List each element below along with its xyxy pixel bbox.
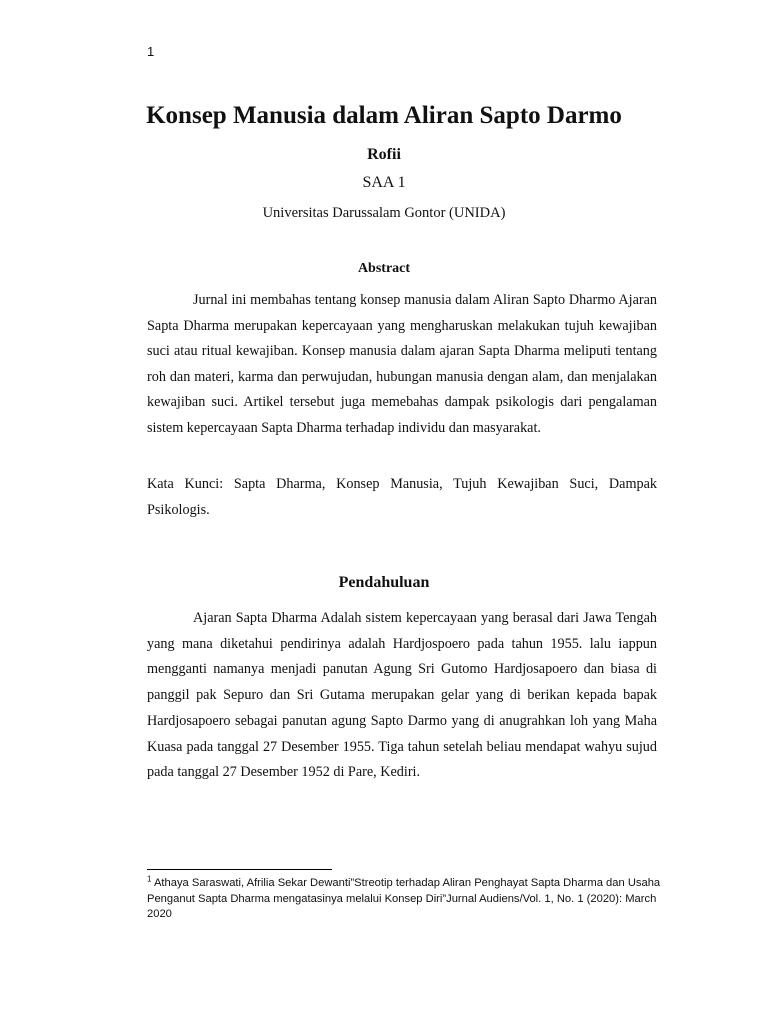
author-name: Rofii [367,146,401,163]
section-heading-introduction: Pendahuluan [338,574,430,591]
footnote-marker: 1 [147,874,152,884]
keywords: Kata Kunci: Sapta Dharma, Konsep Manusia, Tujuh Kewajiban Suci, Dampak Psikologis. [147,476,657,518]
abstract-paragraph: Jurnal ini membahas tentang konsep manusia dalam Aliran Sapto Dharmo Ajaran Sapta Dharma merupakan kepercayaan yang mengharuskan melakukan tujuh kewajiban suci atau ritual kewajiban. Konsep manusia dalam ajaran Sapta Dharma meliputi tentang roh dan materi, karma dan perwujudan, hubungan manusia dengan alam, dan menjalakan kewajiban suci. Artikel tersebut juga memebahas dampak psikologis dari pengalaman sistem kepercayaan Sapta Dharma terhadap individu dan masyarakat. [147,292,657,436]
affiliation-code: SAA 1 [362,174,406,191]
footnote-divider [147,869,332,870]
introduction-paragraph: Ajaran Sapta Dharma Adalah sistem kepercayaan yang berasal dari Jawa Tengah yang mana diketahui pendirinya adalah Hardjospoero pada tahun 1955. lalu iappun mengganti namanya menjadi panutan Agung Sri Gutomo Hardjosapoero dan biasa di panggil pak Sepuro dan Sri Gutama merupakan gelar yang di berikan kepada bapak Hardjosapoero sebagai panutan agung Sapto Darmo yang di anugrahkan loh yang Maha Kuasa pada tanggal 27 Desember 1955. Tiga tahun setelah beliau mendapat wahyu sujud pada tanggal 27 Desember 1952 di Pare, Kediri. [147,610,657,781]
university-name: Universitas Darussalam Gontor (UNIDA) [262,205,506,221]
paper-title: Konsep Manusia dalam Aliran Sapto Darmo [146,102,622,129]
footnote [147,876,667,923]
page-number: 1 [147,44,155,59]
footnote-text: Athaya Saraswati, Afrilia Sekar Dewanti”Streotip terhadap Aliran Penghayat Sapta Dharma dan Usaha Penganut Sapta Dharma mengatasinya melalui Konsep Diri”Jurnal Audiens/Vol. 1, No. 1 (2020): March 2020 [147,877,661,920]
abstract-heading: Abstract [357,261,411,276]
